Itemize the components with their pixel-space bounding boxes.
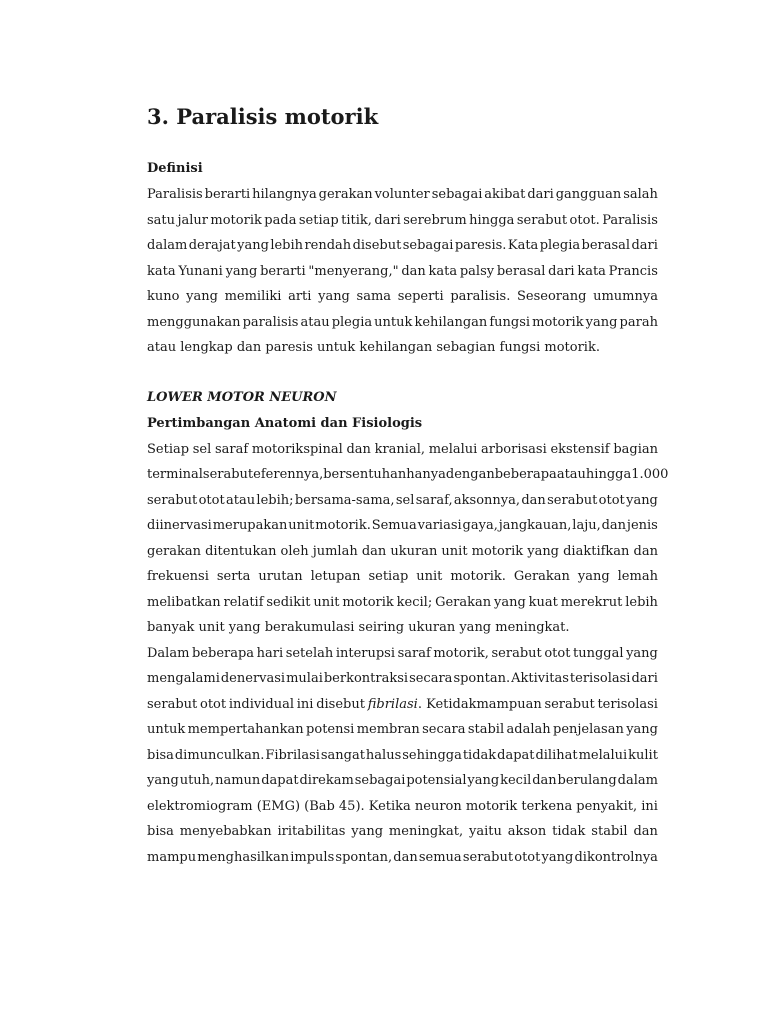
word: dan xyxy=(633,543,658,559)
word: variasi xyxy=(417,518,462,533)
word: elektromiogram xyxy=(147,798,253,814)
word: unit xyxy=(288,518,315,533)
text-line xyxy=(147,335,658,361)
word: kecil xyxy=(500,773,532,788)
word: dan xyxy=(601,518,627,533)
word: derajat xyxy=(188,238,236,253)
word: Dalam xyxy=(147,645,190,661)
word: kuat xyxy=(528,594,558,610)
word: menggunakan xyxy=(147,314,241,330)
word: setelah xyxy=(285,645,334,661)
word: Paralisis xyxy=(602,212,658,228)
word: serabut xyxy=(547,492,598,508)
word: ditentukan xyxy=(205,543,277,559)
word: dalam xyxy=(617,773,658,788)
text-line xyxy=(147,819,658,845)
word: mengalami xyxy=(147,671,220,686)
word: serabut xyxy=(516,212,568,228)
word: letupan xyxy=(310,569,361,584)
word: dalam xyxy=(147,238,188,253)
text-line xyxy=(147,488,658,514)
word: sebagai xyxy=(431,187,483,202)
word: kata xyxy=(577,263,606,279)
word: yang xyxy=(626,492,658,508)
word: kata xyxy=(428,263,458,279)
text-line xyxy=(147,513,658,539)
word: ukuran xyxy=(390,543,438,559)
word: dan xyxy=(633,824,658,839)
word: dapat xyxy=(261,773,299,788)
word: sangat xyxy=(320,747,365,763)
word: aksonnya, xyxy=(453,492,521,508)
word: berarti xyxy=(260,263,306,279)
text-line xyxy=(147,182,658,208)
word: sel xyxy=(192,441,212,457)
word: Kata xyxy=(507,238,539,253)
word: unit xyxy=(441,543,468,559)
word: 1.000 xyxy=(631,467,669,482)
word: gerakan xyxy=(318,187,373,202)
section-heading-lower-motor-neuron: LOWER MOTOR NEURON xyxy=(147,389,337,405)
word: palsy xyxy=(459,263,495,279)
word: merupakan xyxy=(212,518,288,533)
word: berarti xyxy=(204,187,251,202)
word: sehingga xyxy=(402,747,462,763)
word: menghasilkan xyxy=(197,849,290,865)
text-line xyxy=(147,539,658,565)
word: bisa xyxy=(147,824,174,839)
text-line xyxy=(147,437,658,463)
word: yang xyxy=(626,722,658,737)
word: seperti xyxy=(397,289,444,304)
word: (EMG) xyxy=(256,798,301,814)
word: terminal xyxy=(147,467,203,482)
word: yang xyxy=(577,569,610,584)
word: serabut xyxy=(491,645,542,661)
word: motorik xyxy=(465,798,518,814)
word: tidak xyxy=(552,824,586,839)
word: ekstensif xyxy=(550,441,610,457)
word: atau xyxy=(225,492,256,508)
word: secara xyxy=(422,722,466,737)
text-line xyxy=(147,743,658,769)
word: serabut xyxy=(147,696,198,712)
word: lemah xyxy=(617,569,658,584)
word: yang xyxy=(147,773,179,788)
word: paralisis xyxy=(242,314,299,330)
word: arti xyxy=(288,289,312,304)
word: frekuensi xyxy=(147,569,209,584)
word: sama xyxy=(356,289,392,304)
word: rendah xyxy=(304,238,352,253)
word: dan xyxy=(393,849,418,865)
word: bersentuhan xyxy=(323,467,407,482)
word: oleh xyxy=(280,543,309,559)
word: fungsi xyxy=(489,314,531,330)
word: beberapa xyxy=(494,467,557,482)
word: yaitu xyxy=(469,824,502,839)
word: Ketika xyxy=(368,798,411,814)
word: terkena xyxy=(521,798,573,814)
word: Yunani xyxy=(178,263,223,279)
word: paresis. xyxy=(454,238,507,253)
word: saraf xyxy=(397,645,431,661)
word: yang xyxy=(493,594,526,610)
word: sedikit xyxy=(266,594,311,610)
word: umumnya xyxy=(593,289,658,304)
word: otot xyxy=(200,696,227,712)
word: impuls xyxy=(290,849,335,865)
definition-paragraph xyxy=(147,182,658,361)
word: yang xyxy=(225,263,258,279)
italic-word: fibrilasi xyxy=(367,696,418,712)
word: individual xyxy=(228,696,294,712)
word: motorik xyxy=(532,314,584,330)
word: mempertahankan xyxy=(187,722,304,737)
word: memiliki xyxy=(224,289,282,304)
word: serabut xyxy=(462,849,514,865)
word: tidak xyxy=(462,747,497,763)
word: melalui xyxy=(428,441,478,457)
word: berasal xyxy=(581,238,631,253)
word: 45). xyxy=(338,798,365,814)
word: berulang xyxy=(557,773,617,788)
word: sebagai xyxy=(402,238,454,253)
word: jumlah xyxy=(312,543,358,559)
word: bisa xyxy=(147,747,174,763)
word: salah xyxy=(623,187,658,202)
word: titik, xyxy=(341,212,372,228)
word: sebagai xyxy=(354,773,406,788)
word: bagian xyxy=(613,441,658,457)
word: otot xyxy=(514,849,541,865)
word: hingga xyxy=(469,212,515,228)
word: melalui xyxy=(578,747,628,763)
document-content xyxy=(147,100,669,870)
word: hari xyxy=(256,645,284,661)
word: stabil xyxy=(467,722,505,737)
page-title: 3. Paralisis motorik xyxy=(147,104,379,129)
word: stabil xyxy=(591,824,628,839)
word: denervasi xyxy=(220,671,286,686)
word: motorik xyxy=(342,594,394,610)
word: ini xyxy=(296,696,314,712)
subsection-heading-anatomi: Pertimbangan Anatomi dan Fisiologis xyxy=(147,415,423,431)
word: motorik. xyxy=(450,569,506,584)
word: adalah xyxy=(506,722,551,737)
word: yang xyxy=(237,238,269,253)
word: kata xyxy=(147,263,176,279)
word: Paralisis xyxy=(147,187,203,202)
word: semua xyxy=(418,849,462,865)
word: yang xyxy=(351,824,384,839)
word: penyakit, xyxy=(576,798,638,814)
word: mulai xyxy=(286,671,323,686)
word: arborisasi xyxy=(481,441,547,457)
word: untuk xyxy=(147,722,186,737)
word: atau xyxy=(556,467,586,482)
word: melibatkan xyxy=(147,594,221,610)
word: serabut xyxy=(147,492,198,508)
word: hanya xyxy=(406,467,446,482)
word: dan xyxy=(346,441,371,457)
anatomy-paragraph xyxy=(147,437,669,641)
word: kecil; xyxy=(396,594,433,610)
text-line xyxy=(147,233,658,259)
word: Semua xyxy=(371,518,417,533)
word: neuron xyxy=(414,798,462,814)
word: dari xyxy=(548,263,575,279)
word: gerakan xyxy=(147,543,201,559)
word: potensial xyxy=(406,773,467,788)
word: ini xyxy=(641,798,658,814)
fibrillation-paragraph xyxy=(147,641,658,871)
text-line xyxy=(147,310,658,336)
word: setiap xyxy=(368,569,409,584)
word: parah xyxy=(619,314,658,330)
text-line xyxy=(147,590,658,616)
word: jenis xyxy=(626,518,658,533)
text-line xyxy=(147,564,658,590)
word: tunggal xyxy=(572,645,624,661)
word: halus xyxy=(365,747,402,763)
word: serta xyxy=(216,569,251,584)
word: membran xyxy=(356,722,420,737)
text-line xyxy=(147,259,658,285)
word: hilangnya xyxy=(252,187,317,202)
word: urutan xyxy=(258,569,303,584)
word: bersama-sama, xyxy=(294,492,395,508)
text-span: atau lengkap dan paresis untuk kehilangan sebagian fungsi motorik. xyxy=(147,340,600,355)
word: yang xyxy=(318,289,350,304)
word: yang xyxy=(626,645,658,661)
word: unit xyxy=(313,594,340,610)
word: potensi xyxy=(306,722,355,737)
word: diinervasi xyxy=(147,518,212,533)
word: serabut xyxy=(544,696,595,712)
word: interupsi xyxy=(335,645,396,661)
word: dari xyxy=(631,238,658,253)
word: secara xyxy=(409,671,453,686)
text-line xyxy=(147,615,658,641)
word: volunter xyxy=(374,187,430,202)
word: yang xyxy=(467,773,500,788)
word: dengan xyxy=(445,467,495,482)
word: berkontraksi xyxy=(323,671,409,686)
word: spontan. xyxy=(453,671,511,686)
word: Aktivitas xyxy=(511,671,569,686)
text-line xyxy=(147,284,658,310)
word: dapat xyxy=(497,747,535,763)
text-line xyxy=(147,462,669,488)
text-line xyxy=(147,208,658,234)
word: meningkat, xyxy=(388,824,464,839)
word: kehilangan xyxy=(414,314,488,330)
word: gangguan xyxy=(555,187,622,202)
word: otot xyxy=(598,492,625,508)
word: terisolasi xyxy=(597,696,658,712)
word: akibat xyxy=(484,187,526,202)
word: motorik. xyxy=(315,518,371,533)
text-line xyxy=(147,768,658,794)
word: pada xyxy=(264,212,297,228)
word: dimunculkan. xyxy=(174,747,265,763)
word: eferennya, xyxy=(253,467,324,482)
word: yang xyxy=(541,849,574,865)
word: sel xyxy=(395,492,415,508)
word: dan xyxy=(361,543,387,559)
word: terisolasi xyxy=(569,671,631,686)
word: dikontrolnya xyxy=(574,849,658,865)
word: dilihat xyxy=(535,747,578,763)
word: menyebabkan xyxy=(179,824,272,839)
text-line xyxy=(147,845,658,871)
word: dan xyxy=(401,263,426,279)
word: kuno xyxy=(147,289,180,304)
word: mampu xyxy=(147,849,197,865)
word: penjelasan xyxy=(553,722,624,737)
word: gaya, xyxy=(462,518,498,533)
word: motorik, xyxy=(433,645,489,661)
word: satu xyxy=(147,212,176,228)
word: atau xyxy=(300,314,330,330)
word: yang xyxy=(527,543,560,559)
text-line xyxy=(147,794,658,820)
word: plegia xyxy=(539,238,581,253)
word: serebrum xyxy=(403,212,467,228)
word: dari xyxy=(527,187,554,202)
word: saraf xyxy=(214,441,249,457)
word: setiap xyxy=(298,212,339,228)
word: akson xyxy=(507,824,547,839)
word: lebih xyxy=(270,238,304,253)
word: (Bab xyxy=(304,798,335,814)
word: disebut xyxy=(316,696,365,712)
word: dari xyxy=(374,212,401,228)
word: spontan, xyxy=(335,849,393,865)
text-span: banyak unit yang berakumulasi seiring ukuran yang meningkat. xyxy=(147,620,570,635)
word: saraf, xyxy=(415,492,453,508)
word: Seseorang xyxy=(517,289,587,304)
word: namun xyxy=(215,773,261,788)
word: motorik xyxy=(210,212,262,228)
word: dan xyxy=(532,773,557,788)
word: otot xyxy=(198,492,225,508)
word: Setiap xyxy=(147,441,190,457)
word: relatif xyxy=(223,594,264,610)
text-line xyxy=(147,692,658,718)
word: kulit xyxy=(628,747,658,763)
word: disebut xyxy=(352,238,402,253)
word: yang xyxy=(186,289,218,304)
word: beberapa xyxy=(191,645,255,661)
emphasized-term: fibrilasi. Ketidakmampuan xyxy=(367,696,542,712)
word: lebih xyxy=(625,594,658,610)
word: motorikspinal xyxy=(251,441,343,457)
word: iritabilitas xyxy=(277,824,346,839)
word: hingga xyxy=(585,467,632,482)
word: unit xyxy=(416,569,443,584)
word: utuh, xyxy=(179,773,215,788)
word: plegia xyxy=(331,314,373,330)
word: Gerakan xyxy=(513,569,570,584)
word: yang xyxy=(585,314,618,330)
word: paralisis. xyxy=(450,289,511,304)
word: berasal xyxy=(496,263,546,279)
word: laju, xyxy=(572,518,601,533)
text-line xyxy=(147,717,658,743)
section-heading-definisi: Definisi xyxy=(147,161,203,176)
word: jangkauan, xyxy=(498,518,572,533)
word: direkam xyxy=(299,773,354,788)
word: untuk xyxy=(374,314,413,330)
word: Gerakan xyxy=(435,594,492,610)
word: Prancis xyxy=(608,263,658,279)
word: dan xyxy=(521,492,546,508)
word: jalur xyxy=(177,212,208,228)
word: otot xyxy=(544,645,571,661)
word: diaktifkan xyxy=(563,543,630,559)
word: Fibrilasi xyxy=(265,747,320,763)
word: merekrut xyxy=(560,594,623,610)
text-line xyxy=(147,666,658,692)
word: motorik xyxy=(471,543,524,559)
word: otot. xyxy=(569,212,600,228)
word: "menyerang," xyxy=(308,263,399,279)
word: dari xyxy=(631,671,658,686)
text-line xyxy=(147,641,658,667)
word: serabut xyxy=(202,467,254,482)
word: lebih; xyxy=(256,492,294,508)
word: kranial, xyxy=(374,441,425,457)
